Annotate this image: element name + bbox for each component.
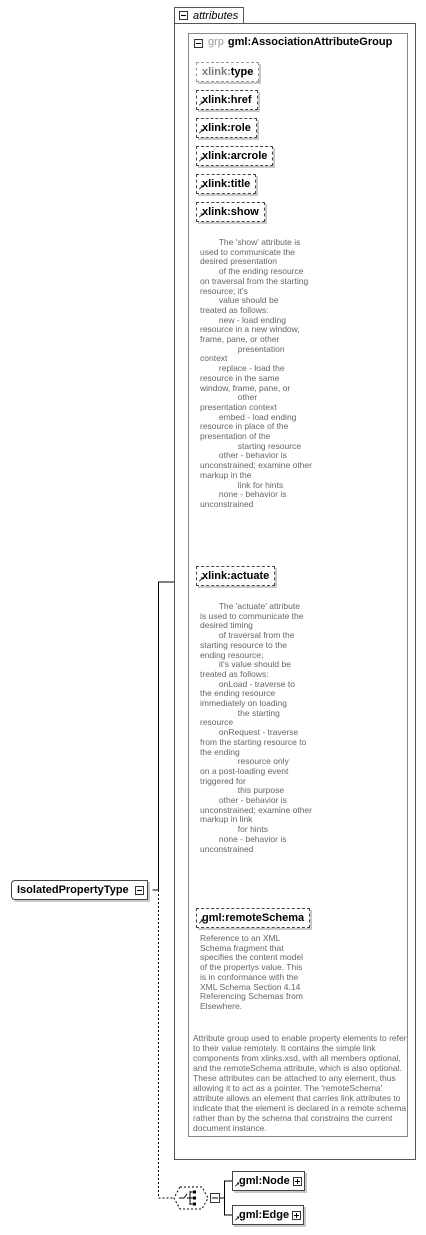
group-description: Attribute group used to enable property elements to refer to their value remotely. It contains the simple link components from xlinks.xsd, with all members optional, and the remoteSchema attribute, which is also optional. These attributes can be attached to any element, thus allowing it to act as a pointer. The 'remoteSchema' attribute allows an element that carries link attributes to indicate that the element is declared in a remote schema rather than by the schema that constrains the current document instance. bbox=[193, 1033, 407, 1133]
element-gml-node[interactable]: ↗ gml:Node bbox=[232, 1171, 305, 1191]
attributes-tab-label: attributes bbox=[193, 10, 239, 22]
reference-arrow-icon: ↗ bbox=[198, 919, 204, 926]
reference-arrow-icon: ↗ bbox=[198, 101, 204, 108]
root-to-attributes-line bbox=[153, 582, 175, 890]
collapse-icon[interactable] bbox=[179, 11, 188, 20]
attribute-gml-remoteschema[interactable]: ↗ gml:remoteSchema bbox=[196, 908, 310, 928]
root-type-name: IsolatedPropertyType bbox=[17, 884, 129, 896]
remoteschema-description: Reference to an XML Schema fragment that specifies the content model of the propertys value. This is in conformance with the XML Schema Section 4.14 Referencing Schemas from Elsewhere. bbox=[200, 933, 304, 1011]
attribute-xlink-type[interactable]: xlink:type bbox=[196, 62, 259, 82]
choice-compositor-icon[interactable] bbox=[172, 1186, 220, 1212]
reference-arrow-icon: ↗ bbox=[198, 129, 204, 136]
attribute-xlink-title[interactable]: ↗ xlink:title bbox=[196, 174, 256, 194]
reference-arrow-icon: ↗ bbox=[198, 157, 204, 164]
attribute-xlink-actuate[interactable]: ↗ xlink:actuate bbox=[196, 566, 275, 586]
group-title bbox=[208, 36, 392, 48]
collapse-icon[interactable] bbox=[194, 39, 203, 48]
expand-icon[interactable] bbox=[292, 1211, 301, 1220]
attributes-tab bbox=[174, 7, 244, 24]
reference-arrow-icon: ↗ bbox=[198, 577, 204, 584]
collapse-icon[interactable] bbox=[135, 886, 144, 895]
show-description: The 'show' attribute is used to communicate the desired presentation of the ending resource on traversal from the starting resource; it's value should be treated as follows: new - load ending resource in a new window, frame, pane, or other presentation context replace - load the resource in the same window, frame, pane, or other presentation context embed - load ending resource in place of the presentation of the starting resource other - behavior is unconstrained; examine other markup in the link for hints none - behavior is unconstrained bbox=[200, 237, 312, 509]
element-gml-edge[interactable]: ↗ gml:Edge bbox=[232, 1205, 304, 1225]
attribute-xlink-role[interactable]: ↗ xlink:role bbox=[196, 118, 257, 138]
group-prefix-label: grp bbox=[208, 36, 224, 48]
root-to-choice-line bbox=[159, 890, 174, 1198]
attribute-xlink-href[interactable]: ↗ xlink:href bbox=[196, 90, 258, 110]
reference-arrow-icon: ↗ bbox=[198, 185, 204, 192]
expand-icon[interactable] bbox=[293, 1177, 302, 1186]
reference-arrow-icon: ↗ bbox=[234, 1216, 240, 1223]
attribute-xlink-arcrole[interactable]: ↗ xlink:arcrole bbox=[196, 146, 273, 166]
actuate-description: The 'actuate' attribute is used to communicate the desired timing of traversal from the starting resource to the ending resource; it's value should be treated as follows: onLoad - traverse to the ending resource immediately on loading the starting resource onRequest - traverse from the starting resource to the ending resource only on a post-loading event triggered for this purpose other - behavior is unconstrained; examine other markup in link for hints none - behavior is unconstrained bbox=[200, 601, 312, 854]
reference-arrow-icon: ↗ bbox=[234, 1182, 240, 1189]
choice-to-elements-line bbox=[219, 1181, 232, 1215]
attribute-xlink-show[interactable]: ↗ xlink:show bbox=[196, 202, 265, 222]
group-name: gml:AssociationAttributeGroup bbox=[227, 36, 393, 48]
reference-arrow-icon: ↗ bbox=[198, 213, 204, 220]
root-type-box[interactable] bbox=[11, 880, 148, 900]
